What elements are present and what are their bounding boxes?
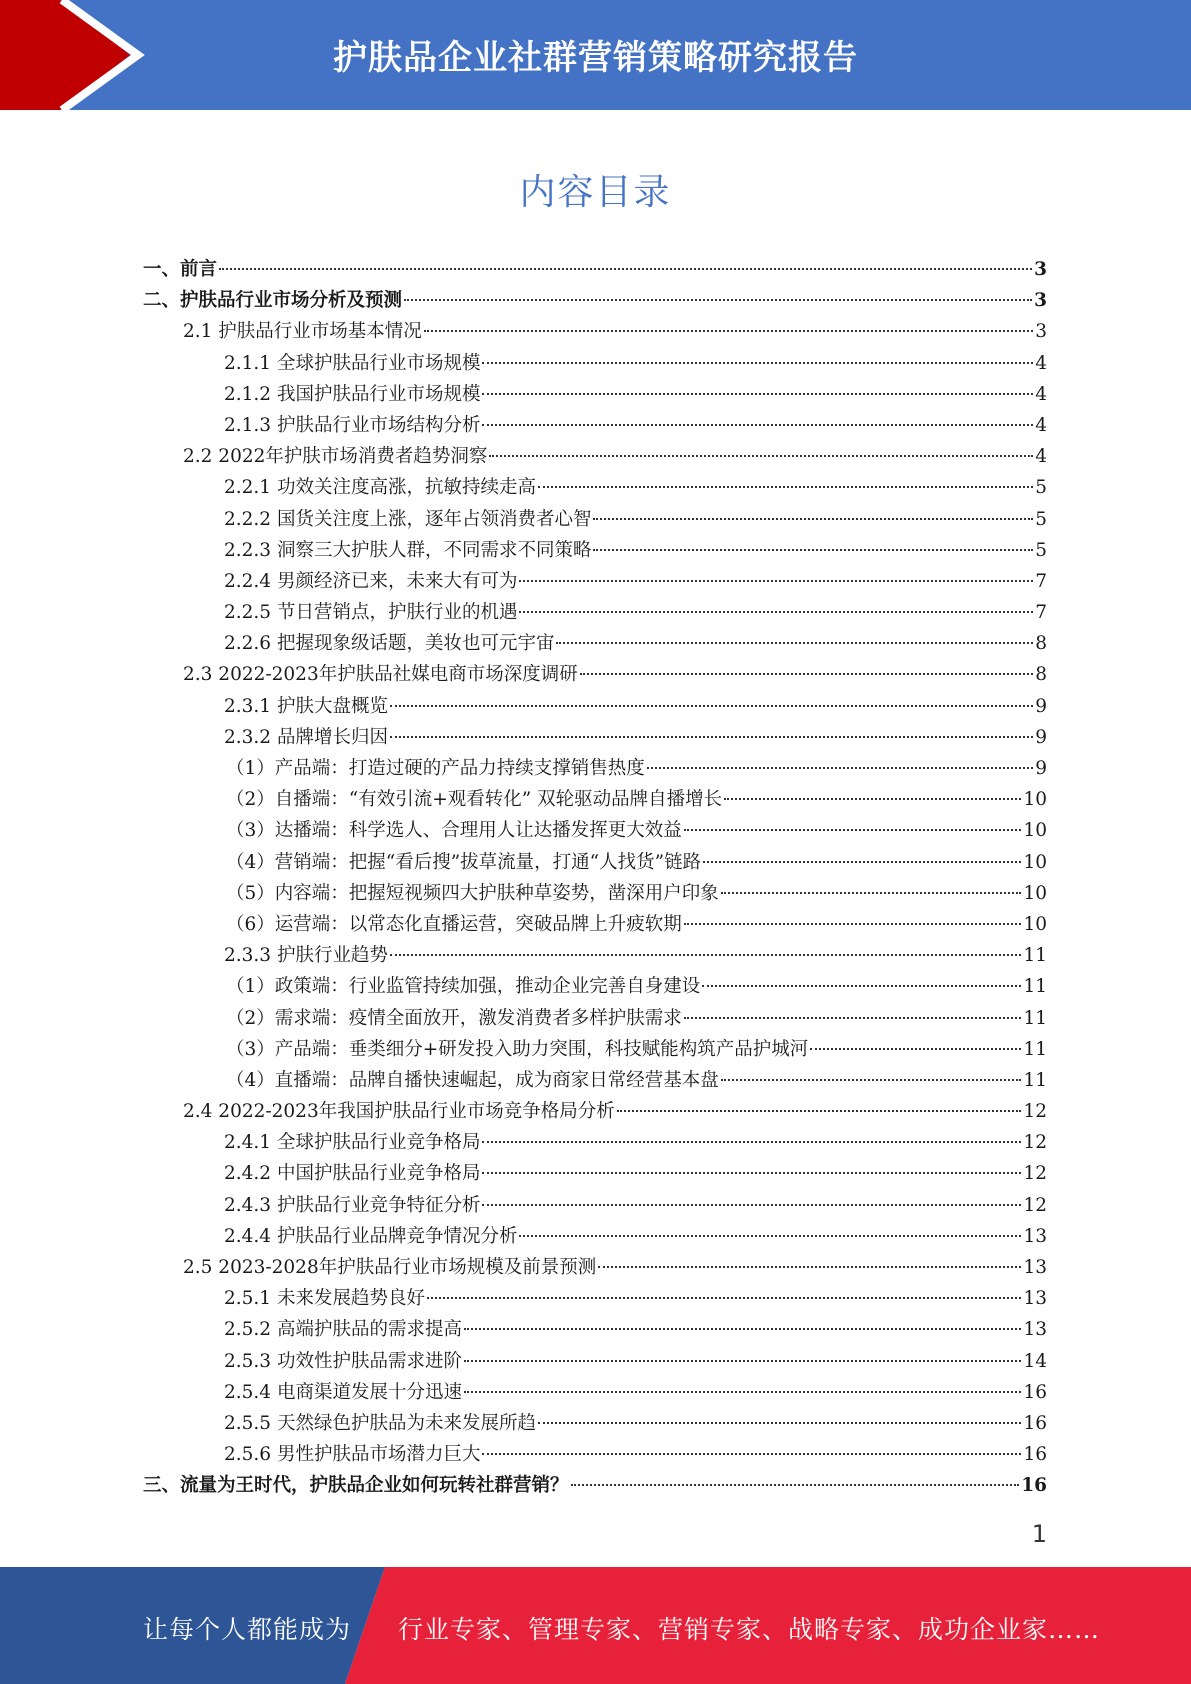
toc-entry-page: 12 [1023, 1163, 1047, 1185]
toc-dot-leader [593, 517, 1033, 520]
toc-entry-title: （3）达播端：科学选人、合理用人让达播发挥更大效益 [226, 820, 682, 842]
toc-dot-leader [724, 797, 1021, 800]
toc-dot-leader [538, 1421, 1021, 1424]
toc-entry-title: 2.1.2 我国护肤品行业市场规模 [224, 383, 481, 405]
toc-entry[interactable] [143, 379, 1047, 410]
toc-entry-title: 2.5.2 高端护肤品的需求提高 [224, 1319, 462, 1341]
toc-entry-page: 10 [1023, 820, 1047, 842]
toc-entry-title: 2.2.6 把握现象级话题，美妆也可元宇宙 [224, 633, 555, 655]
toc-entry-title: （4）营销端：把握“看后搜”拔草流量，打通“人找货”链路 [226, 851, 702, 873]
toc-entry-page: 8 [1035, 633, 1047, 655]
toc-entry-page: 10 [1023, 789, 1047, 811]
toc-entry-title: 2.2.3 洞察三大护肤人群，不同需求不同策略 [224, 539, 592, 561]
toc-dot-leader [482, 1140, 1021, 1143]
toc-entry-title: 2.2.1 功效关注度高涨，抗敏持续走高 [224, 477, 536, 499]
toc-entry[interactable] [143, 1034, 1047, 1065]
toc-entry-title: 一、前言 [143, 259, 218, 280]
toc-dot-leader [404, 298, 1032, 301]
toc-entry-title: （3）产品端：垂类细分+研发投入助力突围，科技赋能构筑产品护城河 [226, 1038, 809, 1060]
toc-entry[interactable] [143, 878, 1047, 909]
toc-entry-title: 2.2 2022年护肤市场消费者趋势洞察 [183, 446, 488, 468]
toc-dot-leader [703, 860, 1021, 863]
toc-entry-title: 2.4.3 护肤品行业竞争特征分析 [224, 1194, 481, 1216]
toc-entry[interactable] [143, 940, 1047, 971]
toc-entry-title: 2.4.4 护肤品行业品牌竞争情况分析 [224, 1225, 518, 1247]
toc-dot-leader [219, 267, 1032, 270]
toc-dot-leader [538, 485, 1033, 488]
toc-entry-title: 2.3 2022-2023年护肤品社媒电商市场深度调研 [183, 664, 578, 686]
toc-entry-title: 二、护肤品行业市场分析及预测 [143, 290, 403, 312]
toc-dot-leader [580, 672, 1034, 675]
toc-entry[interactable] [143, 1096, 1047, 1127]
toc-dot-leader [571, 1483, 1020, 1486]
toc-dot-leader [810, 1047, 1021, 1050]
toc-entry-title: 2.4 2022-2023年我国护肤品行业市场竞争格局分析 [183, 1101, 615, 1123]
toc-entry-title: 2.1.1 全球护肤品行业市场规模 [224, 352, 481, 374]
toc-entry[interactable] [143, 1003, 1047, 1034]
toc-dot-leader [702, 984, 1021, 987]
toc-entry-title: 2.2.5 节日营销点，护肤行业的机遇 [224, 602, 518, 624]
toc-entry-page: 10 [1023, 851, 1047, 873]
toc-entry[interactable] [143, 1283, 1047, 1314]
toc-entry-title: 2.5.6 男性护肤品市场潜力巨大 [224, 1444, 481, 1466]
toc-entry-title: 2.3.2 品牌增长归因 [224, 726, 388, 748]
toc-entry[interactable] [143, 597, 1047, 628]
toc-entry-page: 10 [1023, 882, 1047, 904]
toc-dot-leader [684, 922, 1022, 925]
toc-entry-page: 5 [1035, 477, 1047, 499]
toc-entry-page: 8 [1035, 664, 1047, 686]
report-title: 护肤品企业社群营销策略研究报告 [333, 38, 858, 78]
toc-entry-page: 10 [1023, 913, 1047, 935]
toc-entry[interactable] [143, 691, 1047, 722]
toc-entry-page: 12 [1023, 1101, 1047, 1123]
footer-banner [0, 1567, 1191, 1684]
toc-entry-page: 4 [1035, 446, 1047, 468]
table-of-contents [143, 254, 1047, 1502]
toc-entry[interactable] [143, 410, 1047, 441]
toc-entry-title: 2.4.2 中国护肤品行业竞争格局 [224, 1163, 481, 1185]
toc-entry[interactable] [143, 722, 1047, 753]
toc-entry-title: 2.3.1 护肤大盘概览 [224, 695, 388, 717]
footer-slogan-left: 让每个人都能成为 [143, 1615, 352, 1644]
toc-dot-leader [390, 735, 1033, 738]
toc-entry[interactable] [143, 753, 1047, 784]
toc-entry-title: （2）需求端：疫情全面放开，激发消费者多样护肤需求 [226, 1007, 682, 1029]
toc-entry[interactable] [143, 1314, 1047, 1345]
toc-dot-leader [424, 329, 1033, 332]
toc-entry-title: 2.5.3 功效性护肤品需求进阶 [224, 1350, 462, 1372]
toc-dot-leader [482, 392, 1033, 395]
footer-slogan-right: 行业专家、管理专家、营销专家、战略专家、成功企业家…… [398, 1615, 1101, 1644]
toc-entry-page: 3 [1034, 259, 1047, 280]
toc-entry[interactable] [143, 1158, 1047, 1189]
toc-entry[interactable] [143, 441, 1047, 472]
toc-entry[interactable] [143, 316, 1047, 347]
toc-entry-title: 2.1.3 护肤品行业市场结构分析 [224, 414, 481, 436]
toc-entry[interactable] [143, 1190, 1047, 1221]
toc-entry[interactable] [143, 909, 1047, 940]
toc-entry[interactable] [143, 1221, 1047, 1252]
toc-heading: 内容目录 [519, 172, 672, 213]
toc-entry-page: 12 [1023, 1132, 1047, 1154]
toc-entry-page: 16 [1023, 1444, 1047, 1466]
toc-entry-title: （4）直播端：品牌自播快速崛起，成为商家日常经营基本盘 [226, 1069, 719, 1091]
toc-dot-leader [482, 1203, 1021, 1206]
toc-entry-page: 9 [1035, 758, 1047, 779]
toc-dot-leader [519, 610, 1033, 613]
toc-entry[interactable] [143, 1346, 1047, 1377]
toc-dot-leader [482, 1171, 1021, 1174]
toc-entry-title: 三、流量为王时代，护肤品企业如何玩转社群营销？ [143, 1475, 569, 1497]
header-banner [0, 0, 1191, 110]
toc-entry-page: 11 [1023, 1069, 1047, 1091]
toc-entry-title: 2.5 2023-2028年护肤品行业市场规模及前景预测 [183, 1257, 597, 1278]
toc-entry-page: 16 [1023, 1381, 1047, 1403]
toc-entry-title: 2.1 护肤品行业市场基本情况 [183, 321, 422, 343]
toc-entry-page: 13 [1023, 1225, 1047, 1247]
toc-dot-leader [598, 1265, 1021, 1268]
toc-dot-leader [684, 1016, 1022, 1019]
toc-dot-leader [427, 1296, 1021, 1299]
toc-entry-title: 2.2.2 国货关注度上涨，逐年占领消费者心智 [224, 508, 592, 530]
toc-entry-title: 2.2.4 男颜经济已来，未来大有可为 [224, 570, 518, 592]
toc-dot-leader [684, 828, 1022, 831]
toc-entry[interactable] [143, 535, 1047, 566]
toc-entry-page: 4 [1035, 383, 1047, 405]
toc-entry[interactable] [143, 1252, 1047, 1283]
toc-entry-title: 2.5.4 电商渠道发展十分迅速 [224, 1381, 462, 1403]
toc-entry-page: 11 [1023, 1038, 1047, 1060]
toc-dot-leader [390, 953, 1021, 956]
toc-entry-page: 9 [1035, 726, 1047, 748]
toc-entry[interactable] [143, 1470, 1047, 1501]
toc-dot-leader [593, 548, 1033, 551]
toc-dot-leader [721, 891, 1022, 894]
toc-entry-page: 9 [1035, 695, 1047, 717]
toc-dot-leader [647, 766, 1033, 769]
toc-entry-page: 7 [1035, 602, 1047, 624]
toc-entry[interactable] [143, 659, 1047, 690]
toc-entry-page: 13 [1023, 1257, 1047, 1278]
toc-entry-title: 2.4.1 全球护肤品行业竞争格局 [224, 1132, 481, 1154]
toc-entry[interactable] [143, 1127, 1047, 1158]
toc-entry-title: 2.5.5 天然绿色护肤品为未来发展所趋 [224, 1412, 536, 1434]
toc-entry[interactable] [143, 254, 1047, 285]
toc-entry[interactable] [143, 628, 1047, 659]
toc-dot-leader [464, 1390, 1021, 1393]
toc-dot-leader [482, 1452, 1021, 1455]
toc-entry-title: 2.3.3 护肤行业趋势 [224, 945, 388, 967]
toc-entry-page: 3 [1034, 290, 1047, 312]
toc-entry-page: 16 [1023, 1412, 1047, 1434]
toc-entry-page: 11 [1023, 1007, 1047, 1029]
toc-entry-title: （5）内容端：把握短视频四大护肤种草姿势，凿深用户印象 [226, 882, 719, 904]
page-number: 1 [1031, 1520, 1047, 1548]
toc-entry-page: 4 [1035, 352, 1047, 374]
toc-entry-page: 13 [1023, 1288, 1047, 1310]
toc-dot-leader [617, 1109, 1022, 1112]
toc-entry-page: 7 [1035, 570, 1047, 592]
toc-entry[interactable] [143, 847, 1047, 878]
toc-dot-leader [390, 704, 1033, 707]
toc-entry-title: （6）运营端：以常态化直播运营，突破品牌上升疲软期 [226, 913, 682, 935]
toc-entry[interactable] [143, 348, 1047, 379]
toc-entry-page: 3 [1035, 321, 1047, 343]
toc-entry-page: 13 [1023, 1319, 1047, 1341]
toc-dot-leader [721, 1078, 1022, 1081]
toc-entry-title: （1）政策端：行业监管持续加强，推动企业完善自身建设 [226, 976, 701, 998]
toc-entry[interactable] [143, 815, 1047, 846]
toc-entry-page: 5 [1035, 508, 1047, 530]
toc-entry[interactable] [143, 1065, 1047, 1096]
toc-dot-leader [556, 641, 1033, 644]
toc-entry-page: 14 [1023, 1350, 1047, 1372]
toc-dot-leader [482, 361, 1033, 364]
toc-entry[interactable] [143, 472, 1047, 503]
toc-entry-title: 2.5.1 未来发展趋势良好 [224, 1288, 425, 1310]
toc-entry[interactable] [143, 566, 1047, 597]
toc-entry[interactable] [143, 784, 1047, 815]
toc-dot-leader [519, 1234, 1021, 1237]
toc-entry[interactable] [143, 1408, 1047, 1439]
toc-entry-page: 16 [1021, 1475, 1047, 1497]
toc-entry-page: 11 [1023, 945, 1047, 967]
toc-dot-leader [464, 1359, 1021, 1362]
toc-entry-title: （1）产品端：打造过硬的产品力持续支撑销售热度 [226, 758, 645, 779]
toc-entry-page: 5 [1035, 539, 1047, 561]
toc-entry-page: 4 [1035, 414, 1047, 436]
toc-entry[interactable] [143, 285, 1047, 316]
toc-entry[interactable] [143, 504, 1047, 535]
toc-entry-title: （2）自播端：“有效引流+观看转化” 双轮驱动品牌自播增长 [226, 789, 723, 811]
toc-entry-page: 12 [1023, 1194, 1047, 1216]
toc-entry-page: 11 [1023, 976, 1047, 998]
toc-dot-leader [519, 579, 1033, 582]
toc-dot-leader [489, 454, 1033, 457]
toc-dot-leader [464, 1327, 1021, 1330]
toc-entry[interactable] [143, 1377, 1047, 1408]
toc-entry[interactable] [143, 971, 1047, 1002]
toc-dot-leader [482, 423, 1033, 426]
toc-entry[interactable] [143, 1439, 1047, 1470]
